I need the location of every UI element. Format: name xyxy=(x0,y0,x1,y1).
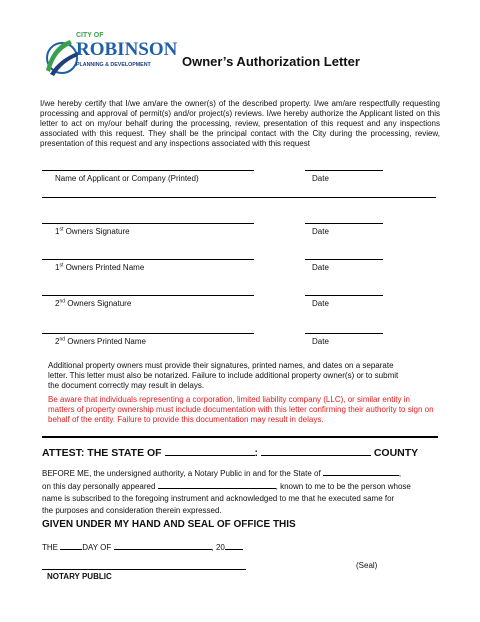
second-owner-printed-line xyxy=(42,333,254,334)
applicant-date-label: Date xyxy=(312,174,329,183)
second-owner-signature-date-label: Date xyxy=(312,299,329,308)
city-logo xyxy=(40,32,178,80)
notary-signature-line xyxy=(42,569,246,570)
logo-city-of: CITY OF xyxy=(76,32,104,39)
page-title: Owner’s Authorization Letter xyxy=(182,54,360,69)
year-blank xyxy=(225,541,243,550)
state-blank xyxy=(165,447,255,456)
county-blank xyxy=(261,447,371,456)
separator-line xyxy=(42,197,436,198)
attest-separator-line xyxy=(42,436,438,438)
first-owner-printed-date-line xyxy=(305,259,383,260)
applicant-date-line xyxy=(305,170,383,171)
first-owner-signature-date-label: Date xyxy=(312,227,329,236)
second-owner-printed-label: 2nd Owners Printed Name xyxy=(55,336,146,346)
logo-robinson: ROBINSON xyxy=(76,39,178,60)
notary-state-blank xyxy=(323,467,399,476)
additional-owners-note: Additional property owners must provide their signatures, printed names, and dates on a separate letter. This letter must also be notarized. Failure to include additional property owner(s) or to submit the document correctly may result in delays. xyxy=(48,361,399,390)
applicant-name-line xyxy=(42,170,254,171)
first-owner-printed-date-label: Date xyxy=(312,263,329,272)
second-owner-signature-date-line xyxy=(305,295,383,296)
applicant-name-label: Name of Applicant or Company (Printed) xyxy=(55,174,199,183)
attest-heading: ATTEST: THE STATE OF : COUNTY xyxy=(42,447,419,459)
logo-mark-icon xyxy=(40,34,80,78)
seal-label: (Seal) xyxy=(356,561,378,570)
appeared-person-blank xyxy=(158,480,276,489)
first-owner-signature-label: 1st Owners Signature xyxy=(55,226,130,236)
first-owner-signature-line xyxy=(42,223,254,224)
month-blank xyxy=(114,541,212,550)
before-me-paragraph: BEFORE ME, the undersigned authority, a Notary Public in and for the State of , on this day personally appeared , known to me to be the person whose name is subscribed to the foregoing instrument and acknowledged to me that he executed same for the purposes and consideration therein expressed. xyxy=(42,469,411,515)
entity-warning: Be aware that individuals representing a corporation, limited liability company (LLC), or similar entity in matters of property ownership must include documentation with this letter confirming their authority to sign on behalf of the entity. Failure to provide this documentation may result in delays. xyxy=(48,395,434,424)
first-owner-printed-label: 1st Owners Printed Name xyxy=(55,262,145,272)
day-blank xyxy=(60,541,82,550)
second-owner-signature-line xyxy=(42,295,254,296)
second-owner-printed-date-label: Date xyxy=(312,337,329,346)
notary-public-label: NOTARY PUBLIC xyxy=(47,572,112,581)
first-owner-printed-line xyxy=(42,259,254,260)
logo-department: PLANNING & DEVELOPMENT xyxy=(76,62,151,68)
second-owner-signature-label: 2nd Owners Signature xyxy=(55,298,132,308)
intro-paragraph: I/we hereby certify that I/we am/are the owner(s) of the described property. I/we am/are respectfully requesting processing and approval of permit(s) and/or project(s) reviews. I/we hereby authorize the Applicant listed on this letter to act on my/our behalf during the processing, review, presentation of this request and any inspections associated with this request. They shall be the principal contact with the City during the processing, review, presentation of this request and any inspections associated with this request xyxy=(40,99,440,148)
date-of-signing: THE DAY OF , 20 xyxy=(42,541,243,552)
second-owner-printed-date-line xyxy=(305,333,383,334)
given-heading: GIVEN UNDER MY HAND AND SEAL OF OFFICE THIS xyxy=(42,519,296,530)
first-owner-signature-date-line xyxy=(305,223,383,224)
